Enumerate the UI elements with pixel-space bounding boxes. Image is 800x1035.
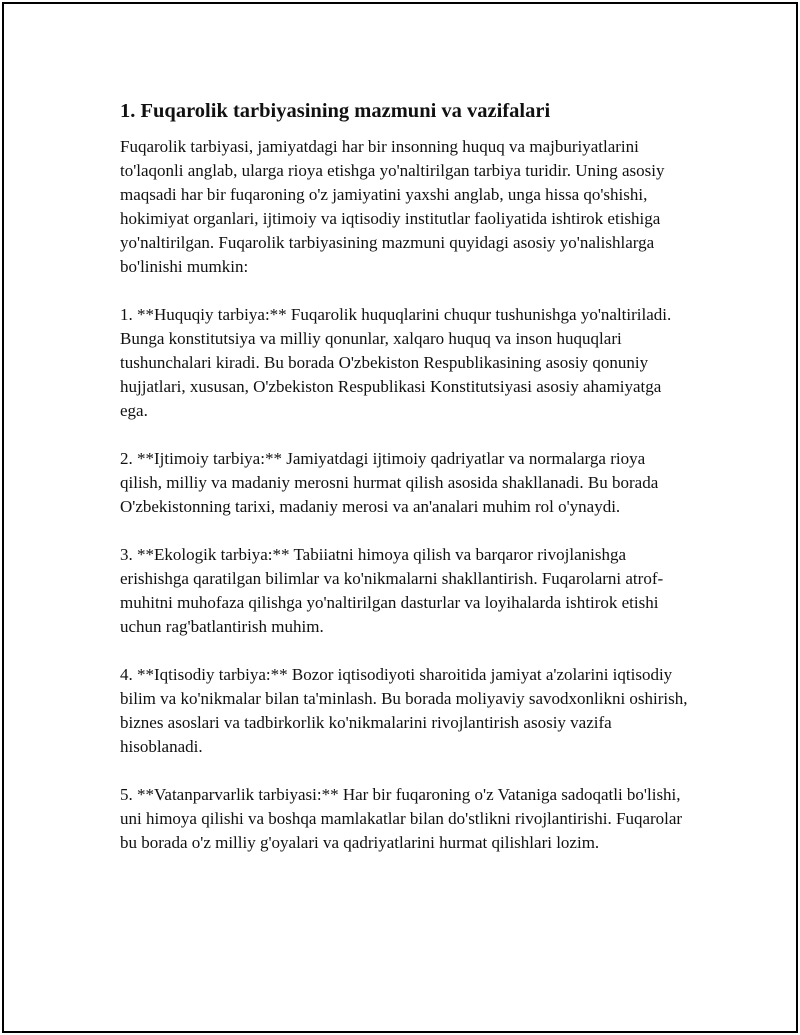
paragraph-ecological-education: 3. **Ekologik tarbiya:** Tabiiatni himoya qilish va barqaror rivojlanishga erishishga qaratilgan bilimlar va ko'nikmalarni shakllantirish. Fuqarolarni atrof-muhitni muhofaza qilishga yo'naltirilgan dasturlar va loyihalarda ishtirok etishi uchun rag'batlantirish muhim. bbox=[120, 545, 664, 636]
paragraph-patriotic-education: 5. **Vatanparvarlik tarbiyasi:** Har bir fuqaroning o'z Vataniga sadoqatli bo'lishi, uni himoya qilishi va boshqa mamlakatlar bilan do'stlikni rivojlantirishi. Fuqarolar bu borada o'z milliy g'oyalari va qadriyatlarini hurmat qilishlari lozim. bbox=[120, 785, 683, 852]
intro-paragraph: Fuqarolik tarbiyasi, jamiyatdagi har bir insonning huquq va majburiyatlarini to'laqonli anglab, ularga rioya etishga yo'naltirilgan tarbiya turidir. Uning asosiy maqsadi har bir fuqaroning o'z jamiyatini yaxshi anglab, unga hissa qo'shishi, hokimiyat organlari, ijtimoiy va iqtisodiy institutlar faoliyatida ishtirok etishiga yo'naltirilgan. Fuqarolik tarbiyasining mazmuni quyidagi asosiy yo'nalishlarga bo'linishi mumkin: bbox=[120, 137, 665, 276]
section-heading: 1. Fuqarolik tarbiyasining mazmuni va vazifalari bbox=[120, 100, 551, 122]
document-page bbox=[2, 2, 798, 1033]
paragraph-legal-education: 1. **Huquqiy tarbiya:** Fuqarolik huquqlarini chuqur tushunishga yo'naltiriladi. Bunga konstitutsiya va milliy qonunlar, xalqaro huquq va inson huquqlari tushunchalari kiradi. Bu borada O'zbekiston Respublikasining asosiy qonuniy hujjatlari, xususan, O'zbekiston Respublikasi Konstitutsiyasi asosiy ahamiyatga ega. bbox=[120, 305, 672, 420]
paragraph-economic-education: 4. **Iqtisodiy tarbiya:** Bozor iqtisodiyoti sharoitida jamiyat a'zolarini iqtisodiy bilim va ko'nikmalar bilan ta'minlash. Bu borada moliyaviy savodxonlikni oshirish, biznes asoslari va tadbirkorlik ko'nikmalarini rivojlantirish asosiy vazifa hisoblanadi. bbox=[120, 665, 688, 756]
paragraph-social-education: 2. **Ijtimoiy tarbiya:** Jamiyatdagi ijtimoiy qadriyatlar va normalarga rioya qilish, milliy va madaniy merosni hurmat qilish asosida shakllanadi. Bu borada O'zbekistonning tarixi, madaniy merosi va an'analari muhim rol o'ynaydi. bbox=[120, 449, 659, 516]
document-body bbox=[120, 94, 690, 879]
